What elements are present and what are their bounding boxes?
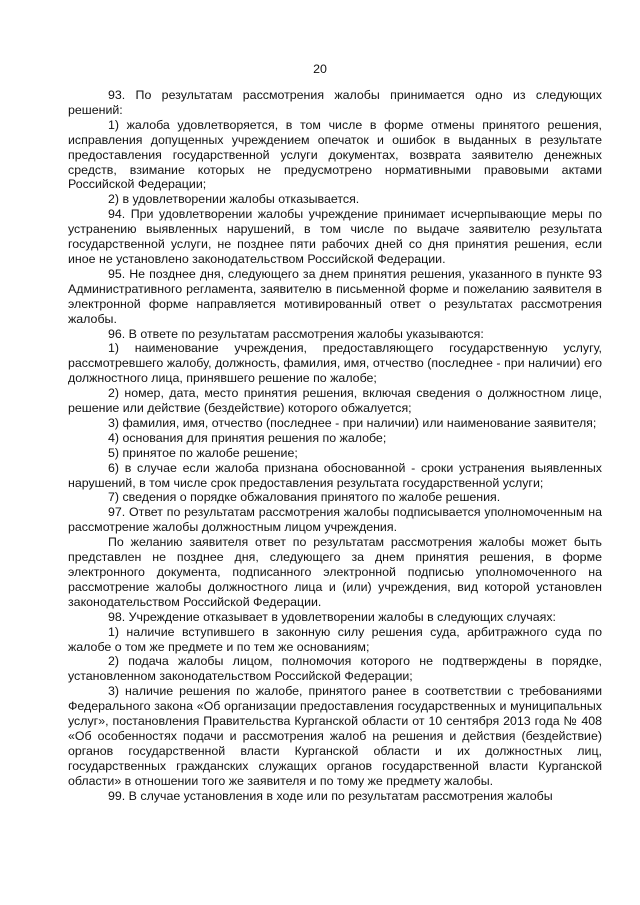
page-number: 20 — [313, 62, 327, 76]
paragraph-98-item-3: 3) наличие решения по жалобе, принятого ранее в соответствии с требованиями Федерального закона «Об организации предоставления государственных и муниципальных услуг», постановления Правительства Курганской области от 10 сентября 2013 года № 408 «Об особенностях подачи и рассмотрения жалоб на решения и действия (бездействие) органов государственной власти Курганской области и их должностных лиц, государственных гражданских служащих органов государственной власти Курганской области» в отношении того же заявителя и по тому же предмету жалобы. — [68, 684, 602, 788]
document-body — [68, 88, 602, 804]
paragraph-97: 97. Ответ по результатам рассмотрения жалобы подписывается уполномоченным на рассмотрение жалобы должностным лицом учреждения. — [68, 505, 602, 535]
paragraph-98: 98. Учреждение отказывает в удовлетворении жалобы в следующих случаях: — [108, 609, 556, 624]
paragraph-93: 93. По результатам рассмотрения жалобы принимается одно из следующих решений: — [68, 88, 602, 117]
paragraph-96-item-7: 7) сведения о порядке обжалования принятого по жалобе решения. — [108, 490, 501, 505]
paragraph-96-item-2: 2) номер, дата, место принятия решения, включая сведения о должностном лице, решение или действие (бездействие) которого обжалуется; — [68, 386, 602, 416]
paragraph-96-item-5: 5) принятое по жалобе решение; — [108, 445, 298, 460]
paragraph-96-item-6: 6) в случае если жалоба признана обоснованной - сроки устранения выявленных нарушений, в том числе срок предоставления результата государственной услуги; — [68, 460, 602, 490]
paragraph-96-item-1: 1) наименование учреждения, предоставляющего государственную услугу, рассмотревшего жалобу, должность, фамилия, имя, отчество (последнее - при наличии) его должностного лица, принявшего решение по жалобе; — [68, 341, 602, 386]
paragraph-99: 99. В случае установления в ходе или по результатам рассмотрения жалобы — [108, 788, 553, 803]
paragraph-96-item-3: 3) фамилия, имя, отчество (последнее - при наличии) или наименование заявителя; — [108, 415, 597, 430]
paragraph-94: 94. При удовлетворении жалобы учреждение принимает исчерпывающие меры по устранению выявленных нарушений, в том числе по выдаче заявителю результата государственной услуги, не позднее пяти рабочих дней со дня принятия решения, если иное не установлено законодательством Российской Федерации. — [68, 207, 602, 266]
paragraph-97-electronic: По желанию заявителя ответ по результатам рассмотрения жалобы может быть представлен не позднее дня, следующего за днем принятия решения, в форме электронного документа, подписанного электронной подписью уполномоченного на рассмотрение жалобы должностного лица и (или) учреждения, вид которой установлен законодательством Российской Федерации. — [68, 535, 602, 609]
paragraph-93-item-2: 2) в удовлетворении жалобы отказывается. — [108, 192, 360, 207]
paragraph-95: 95. Не позднее дня, следующего за днем принятия решения, указанного в пункте 93 Административного регламента, заявителю в письменной форме и пожеланию заявителя в электронной форме направляется мотивированный ответ о результатах рассмотрения жалобы. — [68, 266, 602, 326]
paragraph-96: 96. В ответе по результатам рассмотрения жалобы указываются: — [108, 326, 484, 341]
paragraph-93-item-1: 1) жалоба удовлетворяется, в том числе в форме отмены принятого решения, исправления допущенных учреждением опечаток и ошибок в выданных в результате предоставления государственной услуги документах, возврата заявителю денежных средств, взимание которых не предусмотрено нормативными правовыми актами Российской Федерации; — [68, 117, 602, 192]
paragraph-98-item-1: 1) наличие вступившего в законную силу решения суда, арбитражного суда по жалобе о том же предмете и по тем же основаниям; — [68, 624, 602, 654]
paragraph-98-item-2: 2) подача жалобы лицом, полномочия которого не подтверждены в порядке, установленном законодательством Российской Федерации; — [68, 654, 602, 684]
paragraph-96-item-4: 4) основания для принятия решения по жалобе; — [108, 430, 387, 445]
